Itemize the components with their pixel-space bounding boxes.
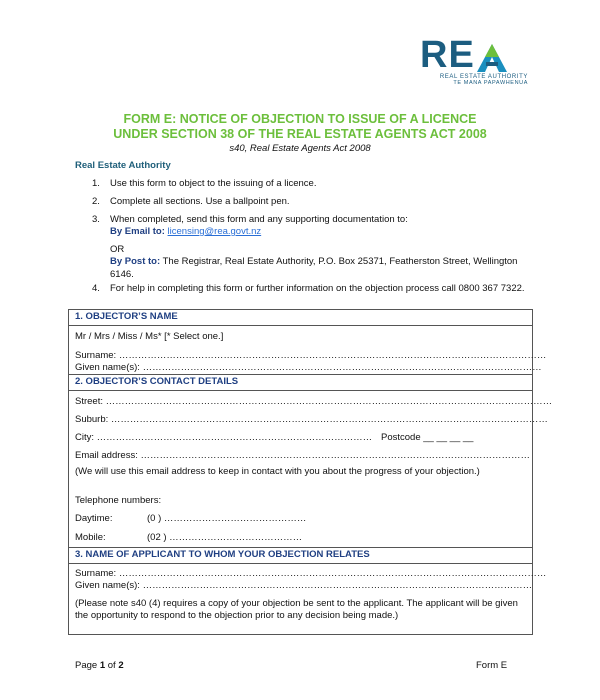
- mobile-phone-field[interactable]: (02 ) ……………………………………: [147, 532, 303, 543]
- logo-subtitle: REAL ESTATE AUTHORITY: [439, 74, 528, 80]
- form-subtitle: s40, Real Estate Agents Act 2008: [229, 143, 371, 154]
- title-select[interactable]: Mr / Mrs / Miss / Ms* [* Select one.]: [75, 331, 224, 342]
- applicant-surname-field[interactable]: Surname: ………………………………………………………………………………………………………………………: [75, 568, 547, 579]
- applicant-note: (Please note s40 (4) requires a copy of your objection be sent to the applicant. The applicant will be given the opportunity to respond to the objection prior to any decision being made.): [75, 598, 518, 621]
- telephone-label: Telephone numbers:: [75, 495, 162, 506]
- form-title-line2: UNDER SECTION 38 OF THE REAL ESTATE AGENTS ACT 2008: [113, 127, 487, 141]
- logo-a-mark: [477, 44, 507, 72]
- logo-maori-subtitle: TE MANA PAPAWHENUA: [453, 80, 528, 86]
- logo-letters-re: RE: [420, 34, 475, 76]
- email-field[interactable]: Email address: ……………………………………………………………………………………………………………: [75, 450, 530, 461]
- city-field[interactable]: City: ……………………………………………………………………………: [75, 432, 373, 443]
- page-number: Page 1 of 2: [75, 660, 124, 671]
- objector-given-names-field[interactable]: Given name(s): ………………………………………………………………………………………………………………: [75, 362, 542, 373]
- section1-heading: 1. OBJECTOR’S NAME: [69, 309, 532, 326]
- daytime-phone-field[interactable]: (0 ) ………………………………………: [147, 513, 307, 524]
- rea-logo: [420, 34, 530, 86]
- form-label: Form E: [476, 660, 508, 671]
- post-label: By Post to:: [110, 256, 161, 267]
- suburb-field[interactable]: Suburb: …………………………………………………………………………………………………………………………: [75, 414, 548, 425]
- post-address: The Registrar, Real Estate Authority, P.O. Box 25371, Featherston Street, Wellington 6146.: [110, 256, 518, 280]
- section2-heading: 2. OBJECTOR’S CONTACT DETAILS: [69, 374, 532, 391]
- form-title-line1: FORM E: NOTICE OF OBJECTION TO ISSUE OF A LICENCE: [123, 112, 477, 126]
- email-note: (We will use this email address to keep in contact with you about the progress of your objection.): [75, 466, 480, 477]
- street-field[interactable]: Street: ……………………………………………………………………………………………………………………………: [75, 396, 553, 407]
- postcode-field[interactable]: Postcode __ __ __ __: [381, 432, 474, 443]
- email-link[interactable]: licensing@rea.govt.nz: [167, 226, 262, 237]
- email-label: By Email to:: [110, 226, 165, 237]
- mobile-label: Mobile:: [75, 532, 106, 543]
- logo-wordmark: [420, 34, 530, 76]
- daytime-label: Daytime:: [75, 513, 113, 524]
- objection-form: [68, 309, 553, 635]
- objector-surname-field[interactable]: Surname: ………………………………………………………………………………………………………………………: [75, 350, 547, 361]
- section3-heading: 3. NAME OF APPLICANT TO WHOM YOUR OBJECTION RELATES: [69, 547, 532, 564]
- authority-heading: Real Estate Authority: [75, 160, 171, 171]
- applicant-given-names-field[interactable]: Given name(s): ……………………………………………………………………………………………………………: [75, 580, 533, 591]
